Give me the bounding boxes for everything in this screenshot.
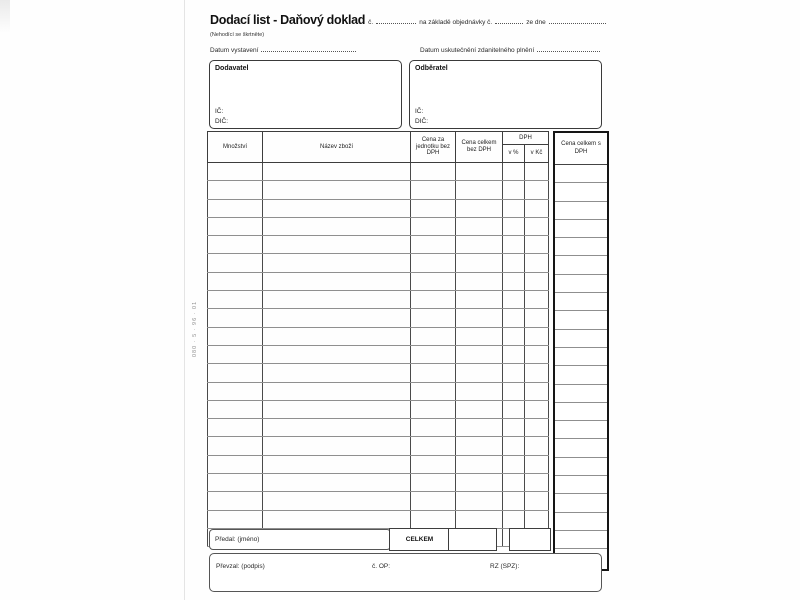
total-with-vat-column [553, 131, 609, 571]
item-cell-vat-percent [503, 382, 525, 400]
customer-dic-label: DIČ: [415, 118, 428, 125]
item-cell-unit-price [411, 364, 456, 382]
item-cell-goods [263, 437, 411, 455]
item-cell-vat-percent [503, 510, 525, 528]
item-cell-unit-price [411, 492, 456, 510]
total-column-cell [555, 458, 607, 476]
col-vat-group: DPH [503, 132, 549, 145]
col-vat-czk: v Kč [525, 145, 549, 163]
item-cell-vat-czk [525, 474, 549, 492]
date-leader [549, 17, 606, 24]
item-cell-total-no-vat [456, 510, 503, 528]
customer-box [409, 60, 602, 129]
item-cell-unit-price [411, 400, 456, 418]
item-cell-unit-price [411, 309, 456, 327]
item-cell-goods [263, 217, 411, 235]
item-cell-unit-price [411, 199, 456, 217]
item-cell-vat-percent [503, 400, 525, 418]
item-cell-vat-czk [525, 181, 549, 199]
supplier-ic-label: IČ: [215, 108, 224, 115]
item-cell-total-no-vat [456, 309, 503, 327]
item-cell-quantity [208, 309, 263, 327]
item-row [208, 419, 549, 437]
col-unit-price: Cena za jednotku bez DPH [411, 132, 456, 163]
item-row [208, 364, 549, 382]
doc-number-label: č. [368, 19, 374, 26]
item-row [208, 199, 549, 217]
item-cell-quantity [208, 291, 263, 309]
col-vat-percent: v % [503, 145, 525, 163]
item-cell-total-no-vat [456, 236, 503, 254]
item-cell-quantity [208, 236, 263, 254]
item-row [208, 309, 549, 327]
item-cell-vat-percent [503, 199, 525, 217]
item-cell-vat-percent [503, 455, 525, 473]
item-row [208, 217, 549, 235]
scan-smudge [0, 0, 10, 34]
item-cell-vat-czk [525, 364, 549, 382]
item-cell-total-no-vat [456, 437, 503, 455]
item-cell-quantity [208, 474, 263, 492]
total-column-cell [555, 348, 607, 366]
total-column-cell [555, 366, 607, 384]
item-cell-vat-czk [525, 492, 549, 510]
col-total-no-vat: Cena celkem bez DPH [456, 132, 503, 163]
customer-title: Odběratel [415, 65, 448, 72]
item-cell-quantity [208, 327, 263, 345]
item-row [208, 474, 549, 492]
total-column-cell [555, 238, 607, 256]
item-cell-quantity [208, 345, 263, 363]
item-cell-total-no-vat [456, 474, 503, 492]
item-cell-quantity [208, 199, 263, 217]
item-cell-goods [263, 455, 411, 473]
item-cell-unit-price [411, 181, 456, 199]
supplier-box [209, 60, 402, 129]
taxable-date-label: Datum uskutečnění zdanitelného plnění [420, 47, 535, 54]
item-cell-quantity [208, 163, 263, 181]
item-cell-unit-price [411, 291, 456, 309]
item-row [208, 163, 549, 181]
total-column-cell [555, 385, 607, 403]
item-cell-vat-percent [503, 236, 525, 254]
item-cell-goods [263, 492, 411, 510]
sum-vat-czk-cell [509, 528, 551, 551]
item-cell-quantity [208, 272, 263, 290]
item-cell-vat-percent [503, 492, 525, 510]
item-cell-unit-price [411, 272, 456, 290]
item-cell-total-no-vat [456, 199, 503, 217]
total-column-cell [555, 330, 607, 348]
item-cell-vat-percent [503, 163, 525, 181]
issue-date-label: Datum vystavení [210, 47, 259, 54]
total-column-cell [555, 183, 607, 201]
date-label: ze dne [526, 19, 546, 26]
item-cell-vat-percent [503, 291, 525, 309]
item-row [208, 272, 549, 290]
item-cell-quantity [208, 254, 263, 272]
item-cell-goods [263, 309, 411, 327]
item-cell-vat-czk [525, 163, 549, 181]
total-column-cell [555, 311, 607, 329]
item-cell-goods [263, 419, 411, 437]
item-cell-vat-czk [525, 345, 549, 363]
item-cell-unit-price [411, 474, 456, 492]
item-cell-total-no-vat [456, 254, 503, 272]
handed-over-label: Předal: (jméno) [215, 536, 260, 543]
grand-total-label: CELKEM [405, 536, 434, 543]
item-cell-goods [263, 163, 411, 181]
item-cell-vat-czk [525, 217, 549, 235]
item-cell-total-no-vat [456, 327, 503, 345]
item-cell-unit-price [411, 382, 456, 400]
taxable-date-leader [537, 45, 600, 52]
items-table [207, 131, 549, 547]
item-row [208, 492, 549, 510]
item-cell-goods [263, 345, 411, 363]
item-cell-quantity [208, 400, 263, 418]
item-cell-vat-percent [503, 181, 525, 199]
item-cell-goods [263, 181, 411, 199]
item-cell-vat-percent [503, 364, 525, 382]
item-cell-unit-price [411, 217, 456, 235]
item-cell-vat-czk [525, 419, 549, 437]
item-cell-unit-price [411, 419, 456, 437]
item-cell-vat-czk [525, 199, 549, 217]
item-cell-goods [263, 364, 411, 382]
page-title: Dodací list - Daňový doklad [210, 13, 366, 27]
item-cell-goods [263, 510, 411, 528]
item-cell-total-no-vat [456, 163, 503, 181]
item-cell-vat-czk [525, 272, 549, 290]
strike-note: (Nehodící se škrtněte) [210, 32, 265, 38]
item-row [208, 236, 549, 254]
item-cell-vat-percent [503, 309, 525, 327]
item-cell-goods [263, 291, 411, 309]
item-cell-vat-czk [525, 291, 549, 309]
item-row [208, 455, 549, 473]
item-cell-quantity [208, 437, 263, 455]
header-line [210, 13, 606, 27]
item-cell-quantity [208, 455, 263, 473]
sum-total-no-vat-cell [448, 528, 497, 551]
item-cell-unit-price [411, 236, 456, 254]
item-cell-total-no-vat [456, 272, 503, 290]
item-cell-total-no-vat [456, 492, 503, 510]
taxable-date-row [420, 45, 600, 54]
item-cell-vat-czk [525, 455, 549, 473]
item-cell-goods [263, 400, 411, 418]
item-cell-vat-percent [503, 327, 525, 345]
item-row [208, 181, 549, 199]
grand-total-label-cell [389, 528, 450, 551]
total-column-cell [555, 421, 607, 439]
item-cell-total-no-vat [456, 382, 503, 400]
item-cell-vat-czk [525, 400, 549, 418]
order-number-leader [495, 17, 523, 24]
item-cell-total-no-vat [456, 291, 503, 309]
handed-over-box [209, 529, 391, 550]
total-column-cell [555, 494, 607, 512]
item-cell-quantity [208, 492, 263, 510]
item-cell-vat-percent [503, 474, 525, 492]
total-column-cell [555, 202, 607, 220]
item-cell-unit-price [411, 345, 456, 363]
item-cell-quantity [208, 217, 263, 235]
item-row [208, 254, 549, 272]
item-row [208, 437, 549, 455]
col-quantity: Množství [208, 132, 263, 163]
item-cell-goods [263, 254, 411, 272]
total-column-cell [555, 275, 607, 293]
id-card-label: č. OP: [372, 563, 391, 570]
total-column-cell [555, 293, 607, 311]
item-cell-vat-czk [525, 236, 549, 254]
item-cell-vat-czk [525, 382, 549, 400]
item-cell-unit-price [411, 327, 456, 345]
item-cell-total-no-vat [456, 181, 503, 199]
customer-ic-label: IČ: [415, 108, 424, 115]
item-cell-goods [263, 382, 411, 400]
received-box [209, 553, 602, 592]
item-cell-quantity [208, 419, 263, 437]
item-cell-vat-percent [503, 419, 525, 437]
total-column-cell [555, 256, 607, 274]
total-column-cell [555, 403, 607, 421]
doc-number-leader [376, 17, 416, 24]
item-cell-vat-czk [525, 327, 549, 345]
item-cell-total-no-vat [456, 345, 503, 363]
issue-date-row [210, 45, 356, 54]
item-cell-vat-percent [503, 254, 525, 272]
item-row [208, 382, 549, 400]
item-cell-vat-czk [525, 309, 549, 327]
order-label: na základě objednávky č. [419, 19, 493, 26]
supplier-title: Dodavatel [215, 65, 249, 72]
item-cell-goods [263, 474, 411, 492]
item-cell-vat-czk [525, 254, 549, 272]
item-cell-goods [263, 199, 411, 217]
item-cell-quantity [208, 364, 263, 382]
received-label: Převzal: (podpis) [216, 563, 265, 570]
total-column-cell [555, 476, 607, 494]
item-cell-vat-percent [503, 217, 525, 235]
col-total-with-vat: Cena celkem s DPH [555, 133, 607, 165]
item-cell-unit-price [411, 455, 456, 473]
item-row [208, 345, 549, 363]
item-cell-goods [263, 236, 411, 254]
item-cell-total-no-vat [456, 455, 503, 473]
issue-date-leader [261, 45, 356, 52]
item-cell-total-no-vat [456, 364, 503, 382]
total-column-cell [555, 513, 607, 531]
item-cell-total-no-vat [456, 419, 503, 437]
item-cell-quantity [208, 181, 263, 199]
item-cell-unit-price [411, 437, 456, 455]
item-cell-vat-czk [525, 510, 549, 528]
item-row [208, 510, 549, 528]
item-cell-goods [263, 327, 411, 345]
item-cell-total-no-vat [456, 400, 503, 418]
item-cell-quantity [208, 510, 263, 528]
item-cell-vat-czk [525, 437, 549, 455]
item-cell-unit-price [411, 163, 456, 181]
item-row [208, 291, 549, 309]
item-cell-quantity [208, 382, 263, 400]
col-goods: Název zboží [263, 132, 411, 163]
item-cell-unit-price [411, 510, 456, 528]
item-row [208, 327, 549, 345]
item-cell-unit-price [411, 254, 456, 272]
item-cell-vat-percent [503, 272, 525, 290]
paper-edge-line [184, 0, 185, 600]
item-cell-vat-percent [503, 345, 525, 363]
plate-label: RZ (SPZ): [490, 563, 520, 570]
item-row [208, 400, 549, 418]
item-cell-goods [263, 272, 411, 290]
total-column-cell [555, 439, 607, 457]
print-code: 080 · 5 · 96 · 01 [192, 300, 198, 357]
total-column-cell [555, 165, 607, 183]
item-cell-vat-percent [503, 437, 525, 455]
total-column-cell [555, 531, 607, 549]
total-column-cell [555, 220, 607, 238]
item-cell-total-no-vat [456, 217, 503, 235]
supplier-dic-label: DIČ: [215, 118, 228, 125]
